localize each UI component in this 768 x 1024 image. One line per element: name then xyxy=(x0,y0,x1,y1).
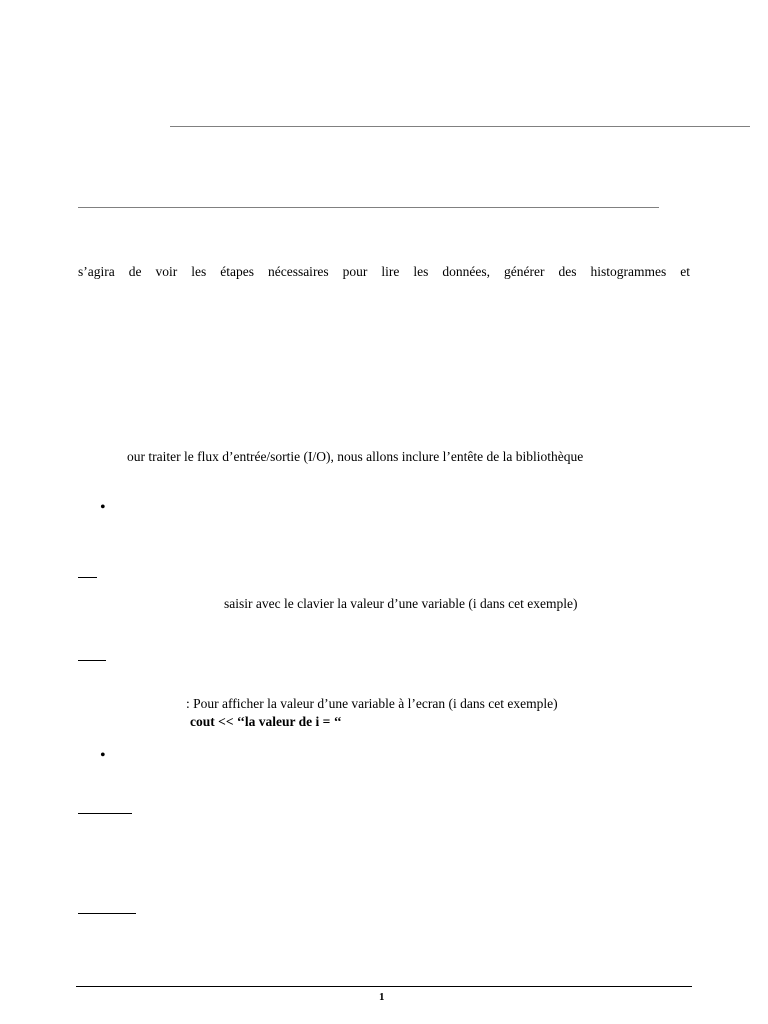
intro-paragraph: s’agira de voir les étapes nécessaires pour lire les données, générer des histogrammes et xyxy=(78,264,690,279)
header-rule-top xyxy=(170,126,750,127)
bullet-point-2: • xyxy=(100,747,106,764)
cout-code-line: cout << ‘‘la valeur de i = ‘‘ xyxy=(190,714,342,729)
bullet-point-1: • xyxy=(100,499,106,516)
page-number: 1 xyxy=(379,991,385,1003)
header-rule-bottom xyxy=(78,207,659,208)
underline-marker-4 xyxy=(78,913,136,914)
cin-description: saisir avec le clavier la valeur d’une variable (i dans cet exemple) xyxy=(224,596,578,611)
underline-marker-3 xyxy=(78,813,132,814)
footer-rule xyxy=(76,986,692,987)
underline-marker-2 xyxy=(78,660,106,661)
cout-description: : Pour afficher la valeur d’une variable à l’ecran (i dans cet exemple) xyxy=(186,696,558,711)
underline-marker-1 xyxy=(78,577,97,578)
io-paragraph: our traiter le flux d’entrée/sortie (I/O), nous allons inclure l’entête de la bibliothèque xyxy=(127,449,584,464)
